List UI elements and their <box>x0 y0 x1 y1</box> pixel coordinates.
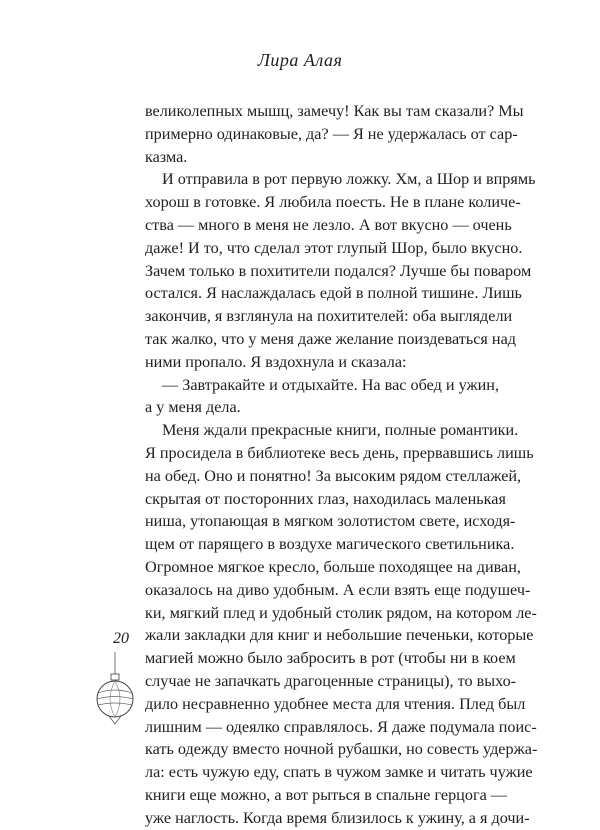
text-line: Огромное мягкое кресло, больше походящее на диван, <box>145 557 521 576</box>
text-line: ла: есть чужую еду, спать в чужом замке и читать чужие <box>145 763 533 782</box>
text-line: — Завтракайте и отдыхайте. На вас обед и ужин, <box>162 375 500 394</box>
text-line: жали закладки для книг и небольшие печеньки, которые <box>145 626 534 645</box>
text-line: закончив, я взглянула на похитителей: оба выглядели <box>145 307 513 326</box>
body-text <box>145 100 538 830</box>
text-line: щем от парящего в воздухе магического светильника. <box>145 535 515 554</box>
text-line: оказалось на диво удобным. А если взять еще подушеч- <box>145 580 531 599</box>
text-line: даже! И то, что сделал этот глупый Шор, было вкусно. <box>145 238 523 257</box>
text-line: случае не запачкать драгоценные страницы), то выхо- <box>145 671 517 690</box>
text-line: остался. Я наслаждалась едой в полной тишине. Лишь <box>145 284 522 303</box>
text-line: ства — много в меня не лезло. А вот вкусно — очень <box>145 215 512 234</box>
text-line: а у меня дела. <box>145 398 241 417</box>
text-line: магией можно было забросить в рот (чтобы ни в коем <box>145 649 516 668</box>
text-line: кать одежду вместо ночной рубашки, но совесть удержа- <box>145 740 538 759</box>
text-line: Меня ждали прекрасные книги, полные романтики. <box>162 421 519 440</box>
text-line: так жалко, что у меня даже желание поиздеваться над <box>145 329 517 348</box>
text-line: казма. <box>145 147 188 166</box>
running-header: Лира Алая <box>257 50 343 70</box>
text-line: ниша, утопающая в мягком золотистом свете, исходя- <box>145 512 516 531</box>
text-line: скрытая от посторонних глаз, находилась маленькая <box>145 489 506 508</box>
text-line: хорош в готовке. Я любила поесть. Не в плане количе- <box>145 193 521 212</box>
christmas-ornament-icon <box>93 652 137 732</box>
text-line: ки, мягкий плед и удобный столик рядом, на котором ле- <box>145 603 537 622</box>
page-number: 20 <box>113 630 129 647</box>
text-line: Я просидела в библиотеке весь день, прервавшись лишь <box>145 443 534 462</box>
text-line: на обед. Оно и понятно! За высоким рядом стеллажей, <box>145 466 522 485</box>
text-line: книги еще можно, а вот рыться в спальне герцога — <box>145 785 507 804</box>
text-line: ними пропало. Я вздохнула и сказала: <box>145 352 407 371</box>
text-line: Зачем только в похитители подался? Лучше бы поваром <box>145 261 532 280</box>
text-line: лишним — одеялко справлялось. Я даже подумала поис- <box>145 717 537 736</box>
text-line: дило несравненно удобнее места для чтения. Плед был <box>145 694 526 713</box>
text-line: уже наглость. Когда время близилось к ужину, а я дочи- <box>145 808 530 827</box>
text-line: великолепных мышц, замечу! Как вы там сказали? Мы <box>145 102 524 120</box>
text-line: примерно одинаковые, да? — Я не удержалась от сар- <box>145 124 518 143</box>
text-line: И отправила в рот первую ложку. Хм, а Шор и впрямь <box>162 170 536 189</box>
